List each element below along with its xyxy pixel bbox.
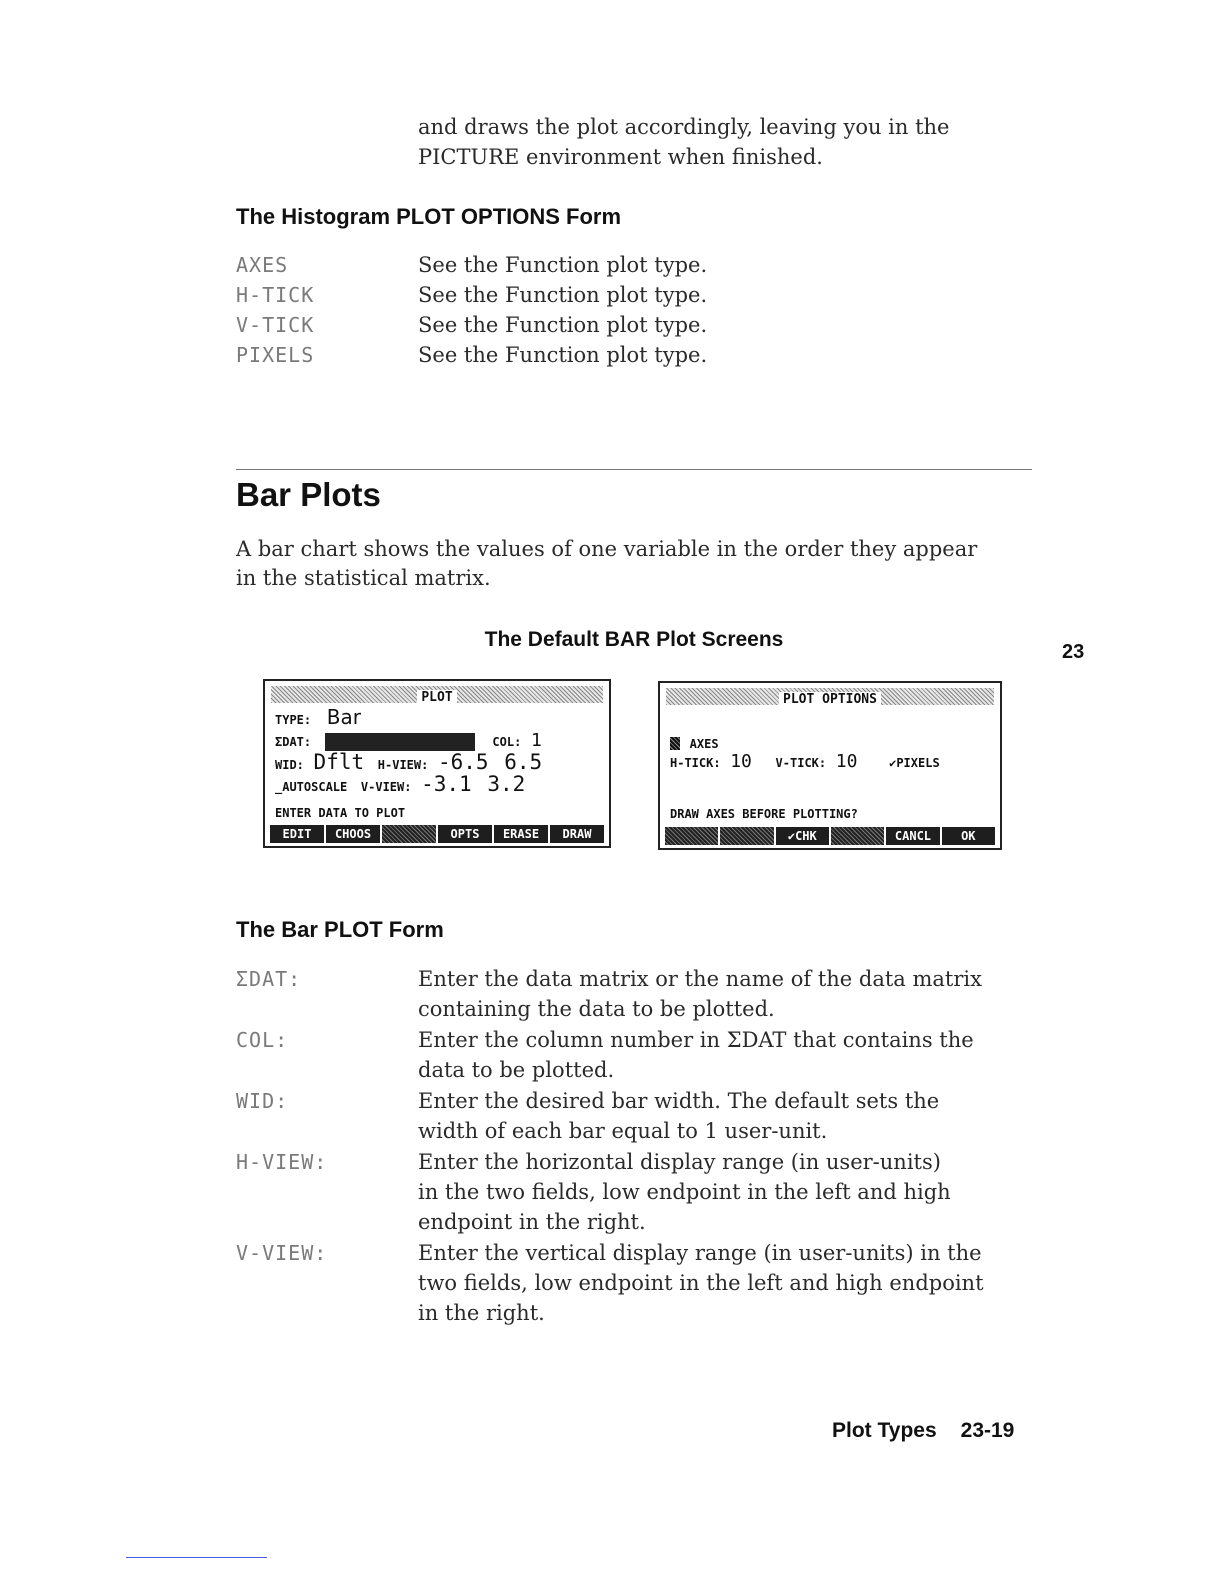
desc-line: Enter the column number in ΣDAT that contains the [418,1028,974,1052]
section-divider [236,469,1032,470]
screen-prompt: ENTER DATA TO PLOT [275,806,406,820]
screen-title: PLOT OPTIONS [779,692,881,707]
softkey-blank [382,825,436,843]
definition-term: V-TICK [236,313,315,337]
footer-section: Plot Types [832,1419,937,1442]
desc-line: endpoint in the right. [418,1210,646,1234]
intro-line: and draws the plot accordingly, leaving you in the [418,115,950,139]
definition-desc: See the Function plot type. [418,253,708,277]
definition-term: H-VIEW: [236,1150,328,1174]
vview-label: V-VIEW: [360,780,412,794]
desc-line: width of each bar equal to 1 user-unit. [418,1119,828,1143]
desc-line: Enter the vertical display range (in user-units) in the [418,1241,982,1265]
histogram-definition-list [236,250,1036,370]
autoscale-row [275,772,525,796]
htick-label: H-TICK: [670,756,721,770]
hview-label: H-VIEW: [377,758,429,772]
type-row [275,705,361,729]
histogram-heading: The Histogram PLOT OPTIONS Form [236,204,622,229]
plot-screen [263,679,611,848]
definition-row [236,1238,1036,1328]
desc-line: two fields, low endpoint in the left and high endpoint [418,1271,984,1295]
definition-desc [418,1025,1036,1085]
axes-row [670,733,719,752]
section-title: Bar Plots [236,476,381,513]
vtick-field[interactable]: 10 [835,751,858,772]
definition-row [236,280,1036,310]
page-footer [832,1419,1014,1443]
footnote-rule [126,1557,267,1558]
softkey-edit[interactable]: EDIT [270,825,324,843]
definition-term: WID: [236,1089,289,1113]
definition-row [236,310,1036,340]
pixels-checkbox[interactable]: ✔PIXELS [889,756,940,770]
axes-label: AXES [689,737,719,751]
sdat-label: ΣDAT: [275,735,312,749]
definition-row [236,1147,1036,1237]
screen-title-bar [271,686,603,703]
definition-desc: See the Function plot type. [418,313,708,337]
desc-line: Enter the horizontal display range (in user-units) [418,1150,941,1174]
desc-line: Enter the data matrix or the name of the data matrix [418,967,982,991]
definition-term: ΣDAT: [236,967,302,991]
barform-heading: The Bar PLOT Form [236,917,444,942]
definition-row [236,964,1036,1024]
definition-desc: See the Function plot type. [418,283,708,307]
definition-row [236,250,1036,280]
desc-line: in the two fields, low endpoint in the left and high [418,1180,951,1204]
desc-line: data to be plotted. [418,1058,615,1082]
softkey-erase[interactable]: ERASE [494,825,548,843]
definition-row [236,1025,1036,1085]
screen-title-bar [666,688,994,705]
definition-desc [418,1147,1036,1237]
wid-row [275,750,542,774]
chapter-tab-number: 23 [1062,641,1085,663]
intro-paragraph [418,112,1038,172]
autoscale-checkbox[interactable]: _AUTOSCALE [275,780,348,794]
desc-line: in the right. [418,1301,545,1325]
softkey-blank [831,827,884,845]
softkey-blank [665,827,718,845]
softkey-ok[interactable]: OK [942,827,995,845]
vview-high-field[interactable]: 3.2 [487,772,526,796]
definition-term: PIXELS [236,343,315,367]
definition-term: AXES [236,253,289,277]
screen-title: PLOT [417,690,456,705]
wid-field[interactable]: Dflt [313,750,365,774]
softkey-draw[interactable]: DRAW [550,825,604,843]
hview-high-field[interactable]: 6.5 [504,750,543,774]
definition-row [236,1086,1036,1146]
col-field[interactable]: 1 [530,730,542,751]
type-label: TYPE: [275,713,312,727]
definition-row [236,340,1036,370]
desc-line: containing the data to be plotted. [418,997,775,1021]
figure-caption: The Default BAR Plot Screens [484,628,784,651]
vtick-label: V-TICK: [775,756,827,770]
axes-checkbox-icon[interactable] [670,737,680,750]
softkey-menu [270,825,604,843]
definition-term: V-VIEW: [236,1241,328,1265]
col-label: COL: [492,735,522,749]
definition-term: H-TICK [236,283,315,307]
htick-field[interactable]: 10 [730,751,752,772]
paragraph-line: in the statistical matrix. [236,566,491,590]
definition-term: COL: [236,1028,289,1052]
vview-low-field[interactable]: -3.1 [421,772,472,796]
plot-options-screen [658,681,1002,850]
definition-desc [418,1086,1036,1146]
softkey-choos[interactable]: CHOOS [326,825,380,843]
softkey-opts[interactable]: OPTS [438,825,492,843]
definition-desc [418,1238,1036,1328]
type-field[interactable]: Bar [326,705,361,729]
definition-desc [418,964,1036,1024]
sdat-row [275,730,542,751]
paragraph-line: A bar chart shows the values of one variable in the order they appear [236,537,978,561]
footer-page-number: 23-19 [960,1419,1015,1442]
wid-label: WID: [275,758,304,772]
sdat-field-highlighted[interactable] [325,733,475,751]
desc-line: Enter the desired bar width. The default sets the [418,1089,940,1113]
section-paragraph [236,535,1036,593]
softkey-blank [720,827,773,845]
definition-desc: See the Function plot type. [418,343,708,367]
tick-row [670,751,940,772]
softkey-chk[interactable]: ✔CHK [776,827,829,845]
screen-prompt: DRAW AXES BEFORE PLOTTING? [670,807,858,821]
softkey-menu [665,827,995,845]
barform-definition-list [236,964,1036,1329]
intro-line: PICTURE environment when finished. [418,145,823,169]
hview-low-field[interactable]: -6.5 [437,750,489,774]
softkey-cancel[interactable]: CANCL [886,827,939,845]
